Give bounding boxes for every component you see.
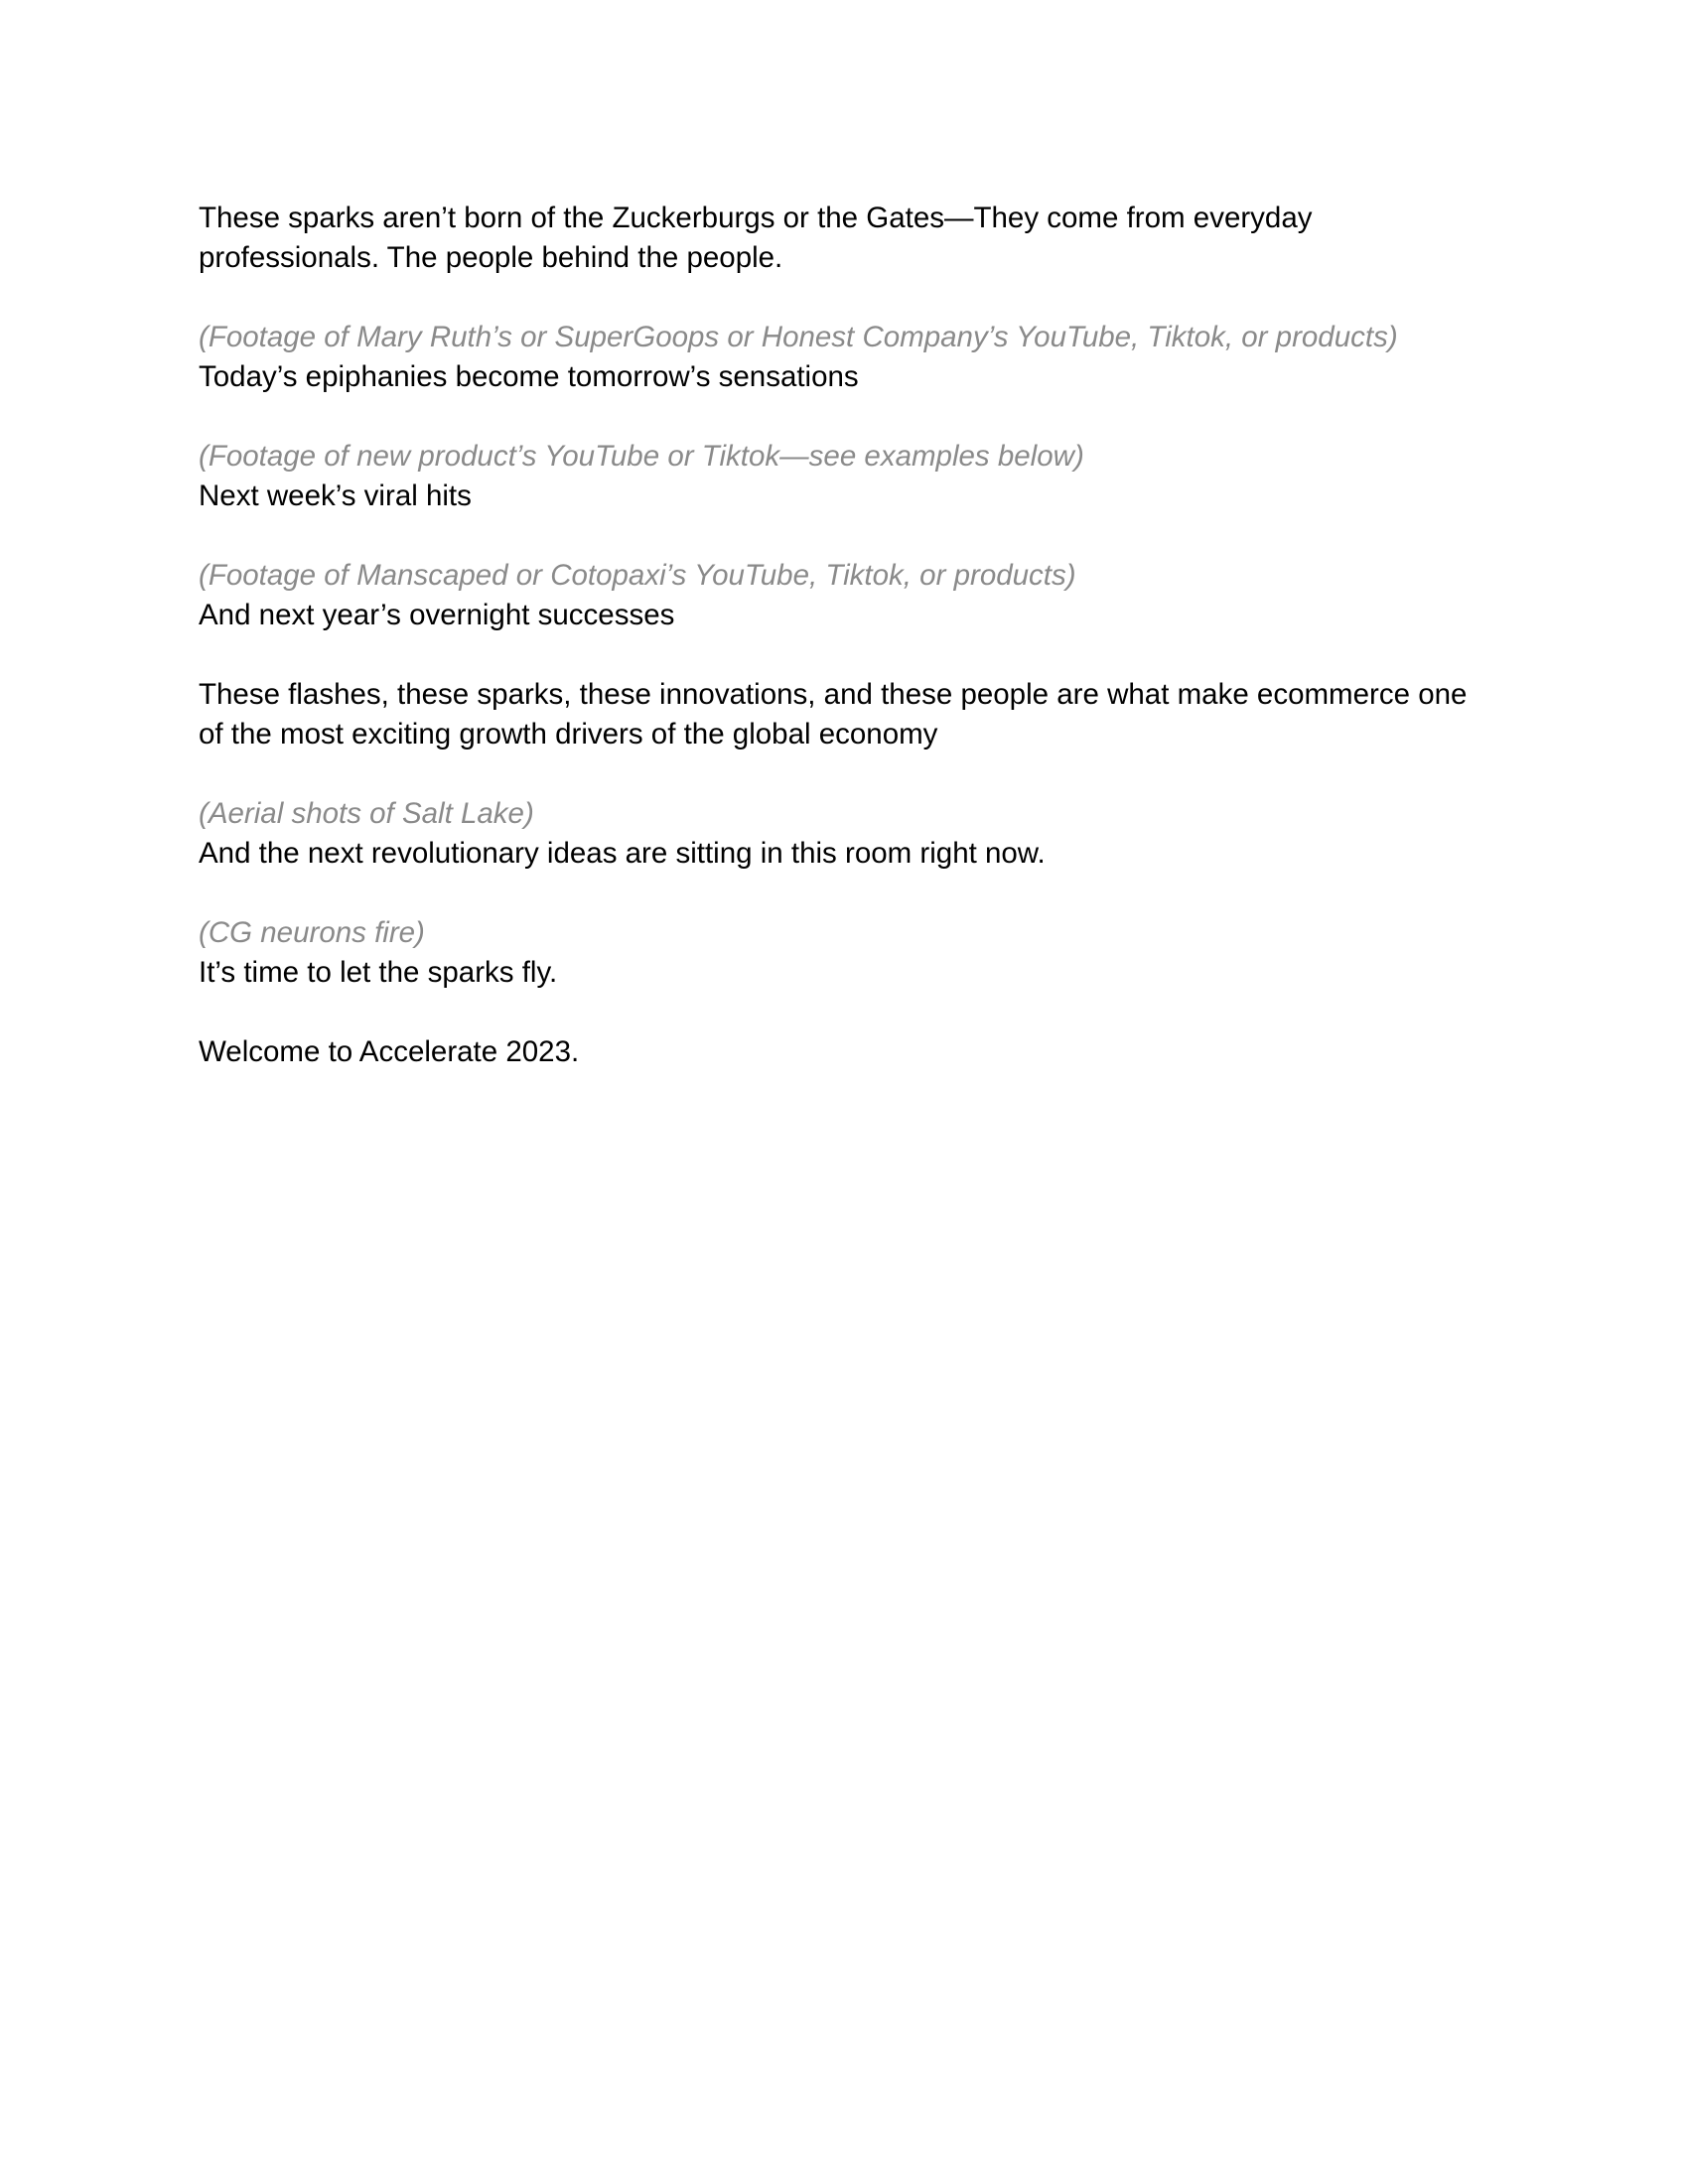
closing-line: Welcome to Accelerate 2023.	[199, 1035, 580, 1068]
stage-direction: (Aerial shots of Salt Lake)	[199, 797, 534, 830]
stage-direction: (Footage of new product’s YouTube or Tiktok—see examples below)	[199, 440, 1084, 473]
script-block	[199, 318, 1489, 397]
narration-line: Today’s epiphanies become tomorrow’s sensations	[199, 360, 859, 393]
stage-direction: (Footage of Manscaped or Cotopaxi’s YouTube, Tiktok, or products)	[199, 559, 1076, 592]
stage-direction: (CG neurons fire)	[199, 916, 425, 949]
narration-line: Next week’s viral hits	[199, 479, 472, 512]
narration-line: It’s time to let the sparks fly.	[199, 956, 558, 989]
script-block	[199, 794, 1489, 874]
stage-direction: (Footage of Mary Ruth’s or SuperGoops or Honest Company’s YouTube, Tiktok, or products)	[199, 321, 1398, 353]
script-block	[199, 556, 1489, 635]
script-body	[199, 199, 1489, 1112]
intro-paragraph: These sparks aren’t born of the Zuckerburgs or the Gates—They come from everyday professionals. The people behind the people.	[199, 202, 1313, 274]
script-block	[199, 437, 1489, 516]
narration-line: And next year’s overnight successes	[199, 599, 675, 631]
statement-paragraph: These flashes, these sparks, these innovations, and these people are what make ecommerce one of the most exciting growth drivers of the global economy	[199, 678, 1468, 751]
script-block	[199, 913, 1489, 993]
narration-line: And the next revolutionary ideas are sitting in this room right now.	[199, 837, 1046, 870]
